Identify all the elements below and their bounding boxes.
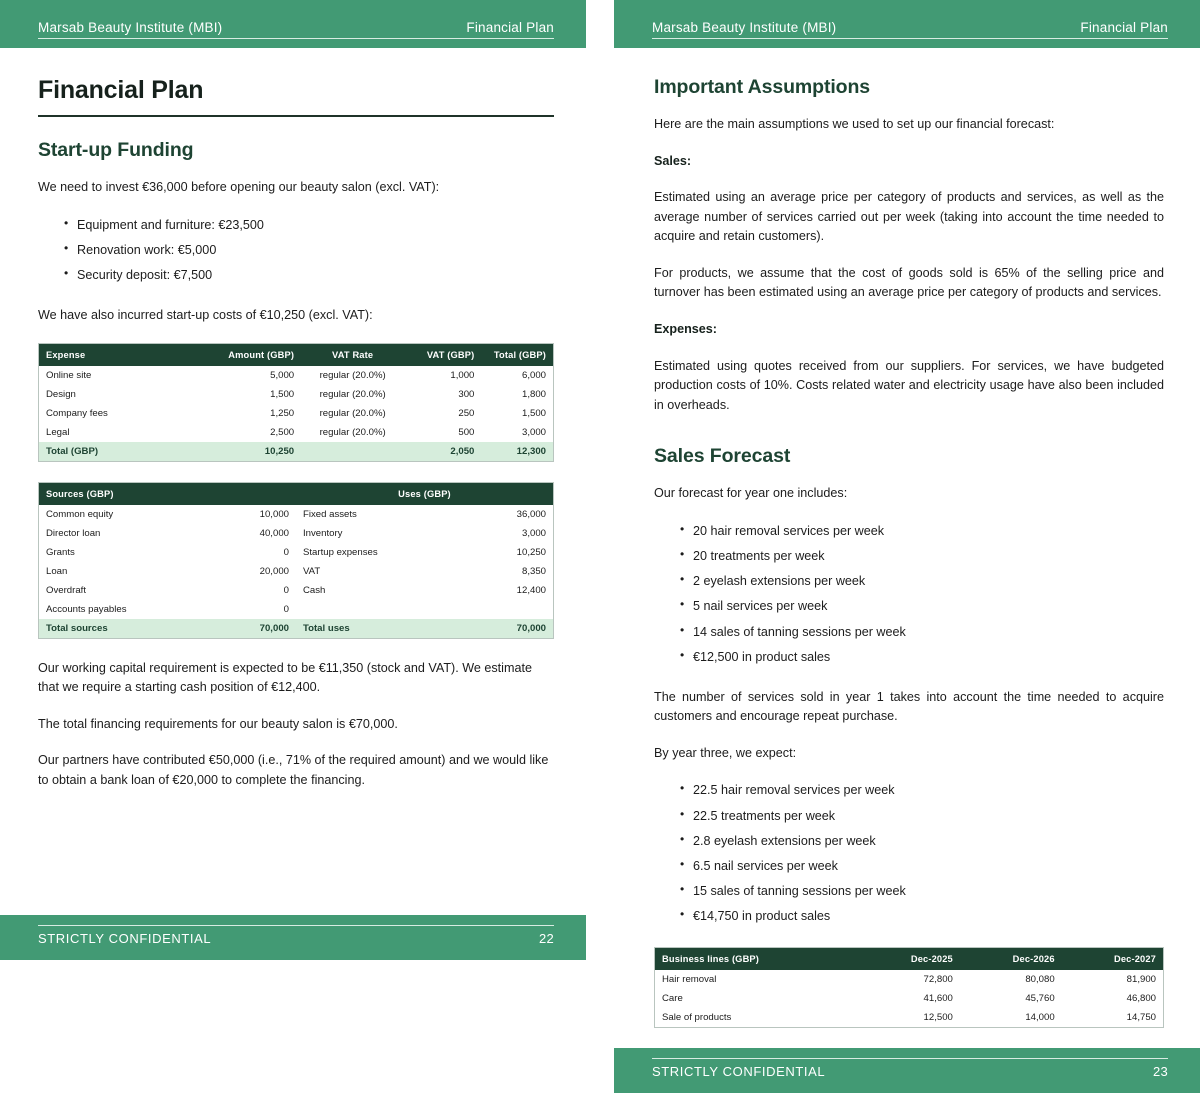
header-document-title: Financial Plan	[1080, 20, 1168, 36]
cell-dec-2025: 41,600	[923, 993, 953, 1005]
cell-source-value: 20,000	[259, 565, 289, 577]
footer-confidentiality-notice: STRICTLY CONFIDENTIAL	[652, 1064, 826, 1080]
cell-vat-rate: regular (20.0%)	[319, 407, 386, 419]
paragraph-partner-contribution: Our partners have contributed €50,000 (i.e., 71% of the required amount) and we would like to obtain a bank loan of €20,000 to complete the financing.	[38, 753, 549, 787]
list-item: • 22.5 treatments per week	[680, 806, 1164, 831]
cell-total: 6,000	[521, 369, 546, 381]
paragraph-year-one-note: The number of services sold in year 1 takes into account the time needed to acquire customers and encourage repeat purchase.	[654, 689, 1164, 724]
page-footer-left	[0, 915, 586, 960]
cell-use-value	[471, 600, 553, 619]
column-header-sources: Sources (GBP)	[39, 482, 296, 505]
cell-business-line: Hair removal	[662, 974, 717, 986]
page-23	[614, 0, 1200, 1080]
cell-source-value: 0	[283, 546, 289, 558]
cell-total: 3,000	[521, 426, 546, 438]
page-title: Financial Plan	[38, 76, 204, 104]
list-item: • 22.5 hair removal services per week	[680, 780, 1164, 805]
list-item: • Equipment and furniture: €23,500	[64, 215, 554, 240]
cell-dec-2027: 14,750	[1126, 1012, 1156, 1024]
cell-dec-2025: 12,500	[923, 1012, 953, 1024]
cell-vat-rate: regular (20.0%)	[319, 388, 386, 400]
title-divider	[38, 115, 554, 117]
table-total-row	[39, 442, 554, 462]
cell-dec-2027: 46,800	[1126, 993, 1156, 1005]
list-item: • 2 eyelash extensions per week	[680, 571, 1164, 596]
table-row	[39, 543, 554, 562]
footer-page-number: 23	[1152, 1064, 1168, 1080]
page-body-right	[614, 48, 1200, 1048]
list-item: • 15 sales of tanning sessions per week	[680, 881, 1164, 906]
table-row	[39, 600, 554, 619]
footer-page-number: 22	[538, 931, 554, 946]
section-heading-startup-funding: Start-up Funding	[38, 138, 194, 161]
cell-source-label: Loan	[46, 565, 68, 577]
column-header-vat-rate: VAT Rate	[301, 343, 404, 366]
cell-business-line: Care	[662, 993, 683, 1005]
column-header-amount: Amount (GBP)	[208, 343, 301, 366]
cell-dec-2027: 81,900	[1126, 974, 1156, 986]
cell-total-vat: 2,050	[404, 442, 481, 462]
section-heading-important-assumptions: Important Assumptions	[654, 76, 871, 98]
cell-use-label: Cash	[302, 584, 326, 596]
cell-amount: 1,250	[270, 407, 295, 419]
cell-amount: 1,500	[270, 388, 295, 400]
cell-vat: 1,000	[450, 369, 475, 381]
list-item: • Renovation work: €5,000	[64, 240, 554, 265]
cell-total-sources-value: 70,000	[224, 619, 296, 639]
list-investment-items	[38, 215, 554, 290]
cell-business-line: Sale of products	[662, 1012, 732, 1024]
cell-use-label: Inventory	[302, 527, 343, 539]
cell-expense-name: Design	[46, 388, 76, 400]
cell-source-label: Director loan	[46, 527, 101, 539]
table-row	[39, 505, 554, 524]
cell-expense-name: Legal	[46, 426, 70, 438]
cell-total-sources-label: Total sources	[39, 619, 224, 639]
list-item: • 5 nail services per week	[680, 596, 1164, 621]
page-gutter	[586, 0, 614, 960]
cell-source-label: Grants	[46, 546, 75, 558]
header-company-name: Marsab Beauty Institute (MBI)	[652, 20, 837, 36]
table-header-row	[39, 343, 554, 366]
table-row	[39, 524, 554, 543]
footer-confidentiality-notice: STRICTLY CONFIDENTIAL	[38, 931, 212, 946]
table-row	[39, 423, 554, 442]
cell-amount: 2,500	[270, 426, 295, 438]
paragraph-working-capital: Our working capital requirement is expected to be €11,350 (stock and VAT). We estimate that we require a starting cash position of €12,400.	[38, 660, 532, 695]
column-header-dec-2027: Dec-2027	[1062, 948, 1164, 971]
list-item: • €14,750 in product sales	[680, 906, 1164, 931]
list-item: • 20 treatments per week	[680, 546, 1164, 571]
table-sources-and-uses	[38, 482, 554, 639]
table-row	[655, 970, 1164, 989]
cell-source-value: 0	[283, 584, 289, 596]
cell-source-value: 40,000	[259, 527, 289, 539]
table-business-lines	[654, 947, 1164, 1028]
table-header-row	[39, 482, 554, 505]
list-year-three-forecast	[654, 780, 1164, 931]
cell-total: 1,500	[521, 407, 546, 419]
cell-total-label: Total (GBP)	[39, 442, 209, 462]
cell-source-label: Common equity	[46, 508, 114, 520]
cell-total-uses-value: 70,000	[471, 619, 553, 639]
cell-use-value: 12,400	[516, 584, 546, 596]
paragraph-forecast-intro: Our forecast for year one includes:	[654, 486, 848, 501]
list-item: • 2.8 eyelash extensions per week	[680, 831, 1164, 856]
header-company-name: Marsab Beauty Institute (MBI)	[38, 20, 223, 36]
column-header-business-lines: Business lines (GBP)	[655, 948, 859, 971]
cell-vat-rate: regular (20.0%)	[319, 426, 386, 438]
header-document-title: Financial Plan	[466, 20, 554, 36]
list-item: • 6.5 nail services per week	[680, 856, 1164, 881]
cell-expense-name: Company fees	[46, 407, 108, 419]
cell-total-amount: 10,250	[208, 442, 301, 462]
cell-expense-name: Online site	[46, 369, 92, 381]
cell-use-value: 8,350	[521, 565, 546, 577]
list-year-one-forecast	[654, 521, 1164, 672]
cell-total-total: 12,300	[481, 442, 553, 462]
cell-use-value: 3,000	[521, 527, 546, 539]
column-header-dec-2026: Dec-2026	[960, 948, 1062, 971]
cell-source-value: 0	[283, 603, 289, 615]
page-header-left	[0, 0, 586, 48]
column-header-total: Total (GBP)	[481, 343, 553, 366]
table-startup-expenses	[38, 343, 554, 462]
table-row	[39, 404, 554, 423]
table-total-row	[39, 619, 554, 639]
table-header-row	[655, 948, 1164, 971]
cell-source-label: Overdraft	[46, 584, 86, 596]
paragraph-products-cogs: For products, we assume that the cost of goods sold is 65% of the selling price and turnover has been estimated using an average price per category of products and services.	[654, 265, 1164, 300]
cell-dec-2026: 45,760	[1025, 993, 1055, 1005]
list-item: • Security deposit: €7,500	[64, 265, 554, 290]
table-row	[39, 366, 554, 385]
cell-dec-2025: 72,800	[923, 974, 953, 986]
page-footer-right	[614, 1048, 1200, 1093]
section-heading-sales-forecast: Sales Forecast	[654, 445, 791, 468]
cell-use-label: VAT	[302, 565, 321, 577]
table-row	[655, 1008, 1164, 1028]
table-row	[39, 562, 554, 581]
paragraph-year-three-intro: By year three, we expect:	[654, 745, 797, 760]
cell-vat: 500	[458, 426, 475, 438]
label-expenses: Expenses:	[654, 322, 717, 336]
paragraph-investment-intro: We need to invest €36,000 before opening our beauty salon (excl. VAT):	[38, 180, 440, 195]
cell-use-label: Fixed assets	[302, 508, 357, 520]
page-22	[0, 0, 586, 960]
table-row	[39, 581, 554, 600]
paragraph-assumptions-intro: Here are the main assumptions we used to set up our financial forecast:	[654, 117, 1055, 132]
cell-source-label: Accounts payables	[46, 603, 127, 615]
cell-vat: 250	[458, 407, 475, 419]
cell-total-vat-rate	[301, 442, 404, 462]
paragraph-total-financing: The total financing requirements for our beauty salon is €70,000.	[38, 716, 398, 731]
paragraph-sales-estimation: Estimated using an average price per category of products and services, as well as the average number of services carried out per week (taking into account the time needed to acquire and retain customers).	[654, 190, 1164, 244]
page-header-right	[614, 0, 1200, 48]
cell-amount: 5,000	[270, 369, 295, 381]
page-body-left	[0, 48, 586, 915]
list-item: • €12,500 in product sales	[680, 647, 1164, 672]
cell-vat: 300	[458, 388, 475, 400]
cell-total-uses-label: Total uses	[296, 619, 471, 639]
list-item: • 20 hair removal services per week	[680, 521, 1164, 546]
cell-use-label: Startup expenses	[302, 546, 378, 558]
cell-use-value: 10,250	[516, 546, 546, 558]
column-header-uses: Uses (GBP)	[296, 482, 554, 505]
cell-use-value: 36,000	[516, 508, 546, 520]
paragraph-startup-costs: We have also incurred start-up costs of €10,250 (excl. VAT):	[38, 308, 373, 323]
cell-dec-2026: 14,000	[1025, 1012, 1055, 1024]
cell-dec-2026: 80,080	[1025, 974, 1055, 986]
column-header-expense: Expense	[39, 343, 209, 366]
cell-use-label	[296, 600, 471, 619]
paragraph-expenses-estimation: Estimated using quotes received from our suppliers. For services, we have budgeted production costs of 10%. Costs related water and electricity usage have also been included in overheads.	[654, 358, 1164, 412]
list-item: • 14 sales of tanning sessions per week	[680, 622, 1164, 647]
column-header-vat: VAT (GBP)	[404, 343, 481, 366]
table-row	[655, 989, 1164, 1008]
label-sales: Sales:	[654, 153, 692, 168]
cell-source-value: 10,000	[259, 508, 289, 520]
table-row	[39, 385, 554, 404]
column-header-dec-2025: Dec-2025	[858, 948, 960, 971]
cell-vat-rate: regular (20.0%)	[319, 369, 386, 381]
cell-total: 1,800	[521, 388, 546, 400]
